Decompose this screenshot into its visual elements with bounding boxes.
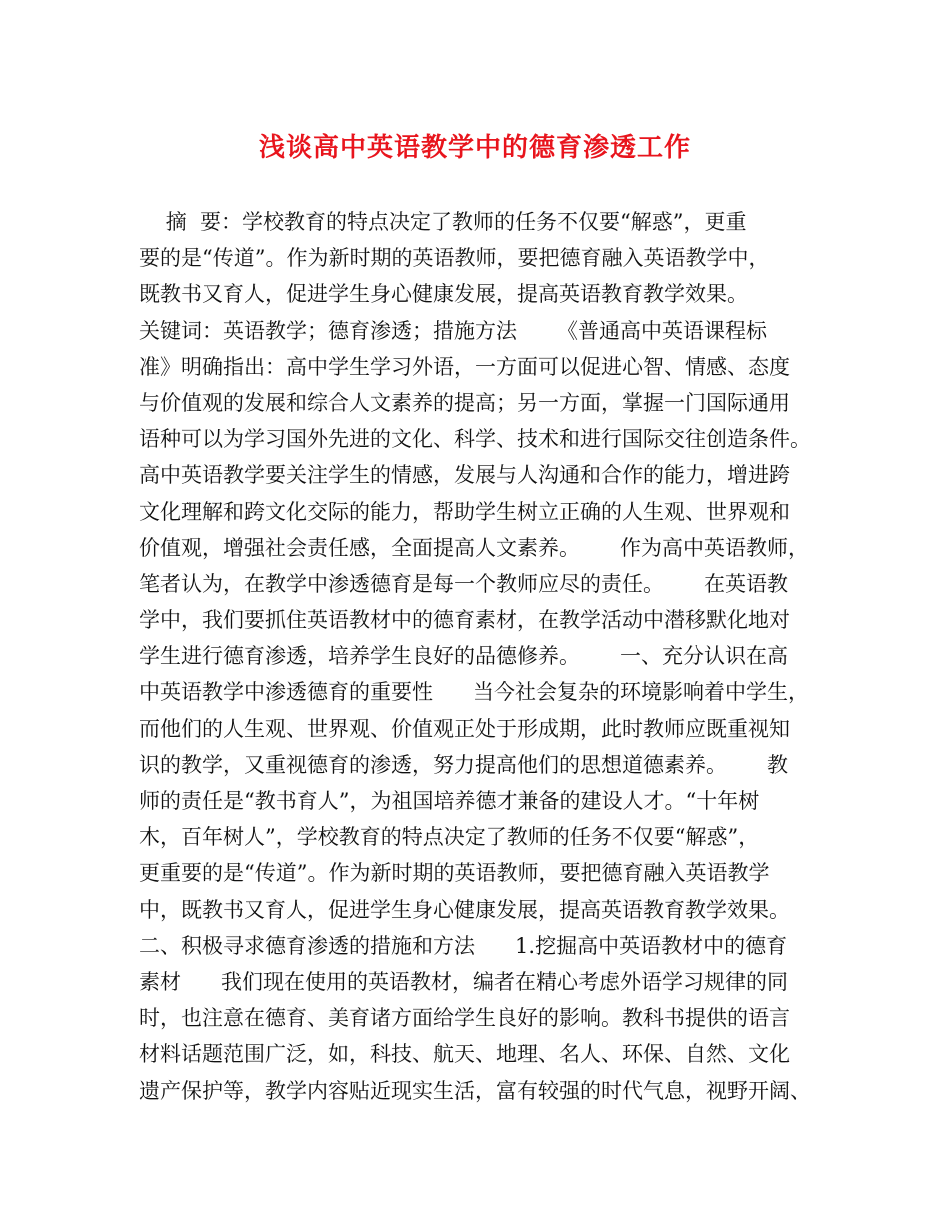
body-line: 更重要的是“传道”。作为新时期的英语教师，要把德育融入英语教学 [139, 861, 770, 886]
body-line: 材料话题范围广泛，如，科技、航天、地理、名人、环保、自然、文化 [139, 1042, 790, 1067]
body-line: 学中，我们要抓住英语教材中的德育素材，在教学活动中潜移默化地对 [139, 608, 790, 633]
body-line: 素材 我们现在使用的英语教材，编者在精心考虑外语学习规律的同 [139, 969, 789, 994]
document-title: 浅谈高中英语教学中的德育渗透工作 [258, 133, 691, 163]
body-line: 语种可以为学习国外先进的文化、科学、技术和进行国际交往创造条件。 [139, 427, 811, 452]
body-line: 既教书又育人，促进学生身心健康发展，提高英语教育教学效果。 [139, 282, 748, 307]
body-line: 要的是“传道”。作为新时期的英语教师，要把德育融入英语教学中， [139, 246, 770, 271]
body-line: 中，既教书又育人，促进学生身心健康发展，提高英语教育教学效果。 [139, 897, 790, 922]
body-line: 师的责任是“教书育人”，为祖国培养德才兼备的建设人才。“十年树 [139, 789, 760, 813]
body-line: 时，也注意在德育、美育诸方面给学生良好的影响。教科书提供的语言 [139, 1006, 790, 1031]
body-line: 笔者认为，在教学中渗透德育是每一个教师应尽的责任。 在英语教 [139, 571, 789, 596]
body-line: 准》明确指出：高中学生学习外语，一方面可以促进心智、情感、态度 [139, 354, 790, 379]
body-line: 学生进行德育渗透，培养学生良好的品德修养。 一、充分认识在高 [139, 644, 789, 669]
body-line: 价值观，增强社会责任感，全面提高人文素养。 作为高中英语教师， [139, 535, 810, 560]
body-line: 中英语教学中渗透德育的重要性 当今社会复杂的环境影响着中学生， [139, 680, 810, 705]
body-line: 识的教学，又重视德育的渗透，努力提高他们的思想道德素养。 教 [139, 752, 789, 777]
body-line: 二、积极寻求德育渗透的措施和方法 1.挖掘高中英语教材中的德育 [139, 933, 788, 958]
body-line: 高中英语教学要关注学生的情感，发展与人沟通和合作的能力，增进跨 [139, 463, 790, 488]
body-line: 摘 要：学校教育的特点决定了教师的任务不仅要“解惑”，更重 [139, 210, 747, 234]
body-line: 木，百年树人”，学校教育的特点决定了教师的任务不仅要“解惑”， [139, 825, 760, 850]
body-line: 遗产保护等，教学内容贴近现实生活，富有较强的时代气息，视野开阔、 [139, 1078, 811, 1103]
body-line: 而他们的人生观、世界观、价值观正处于形成期，此时教师应既重视知 [139, 716, 790, 741]
body-line: 关键词：英语教学；德育渗透；措施方法 《普通高中英语课程标 [139, 318, 768, 343]
document-body [139, 204, 819, 1109]
body-line: 文化理解和跨文化交际的能力，帮助学生树立正确的人生观、世界观和 [139, 499, 790, 524]
body-line: 与价值观的发展和综合人文素养的提高；另一方面，掌握一门国际通用 [139, 390, 790, 415]
